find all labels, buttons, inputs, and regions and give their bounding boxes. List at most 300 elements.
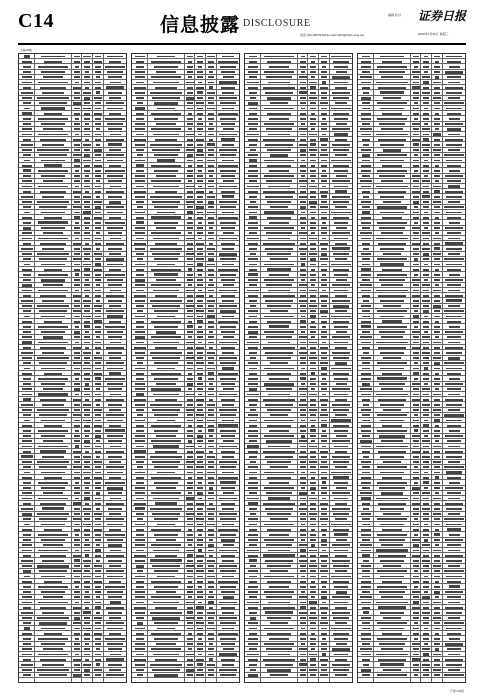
table-cell <box>95 154 101 156</box>
table-cell <box>74 404 80 406</box>
table-cell <box>154 326 179 328</box>
table-cell <box>321 633 326 635</box>
table-cell <box>74 56 81 58</box>
table-cell <box>106 414 124 416</box>
table-cell <box>435 388 440 390</box>
table-cell <box>74 513 79 515</box>
table-cell <box>379 71 405 73</box>
table-cell <box>248 191 258 193</box>
table-cell <box>412 191 420 193</box>
table-cell <box>423 102 428 104</box>
table-cell <box>96 144 101 146</box>
table-cell <box>362 362 371 364</box>
table-cell <box>320 659 327 661</box>
table-cell <box>95 591 100 593</box>
table-cell <box>424 524 428 526</box>
table-cell <box>310 352 315 354</box>
table-cell <box>209 331 213 333</box>
table-cell <box>300 118 306 120</box>
table-cell <box>335 347 347 349</box>
table-cell <box>209 243 214 245</box>
table-cell <box>433 201 441 203</box>
table-cell <box>335 466 348 468</box>
table-cell <box>448 513 461 515</box>
table-cell <box>73 191 80 193</box>
table-cell <box>263 659 295 661</box>
table-cell <box>196 154 204 156</box>
table-cell <box>135 232 144 234</box>
table-cell <box>95 503 101 505</box>
table-cell <box>434 482 441 484</box>
table-cell <box>85 87 90 89</box>
table-cell <box>335 622 348 624</box>
table-cell <box>362 243 370 245</box>
table-cell <box>84 82 90 84</box>
table-cell <box>39 674 67 676</box>
table-cell <box>376 186 408 188</box>
table-cell <box>413 513 418 515</box>
table-cell <box>310 243 316 245</box>
table-cell <box>94 113 102 115</box>
table-cell <box>300 377 306 380</box>
table-cell <box>23 674 31 676</box>
table-cell <box>151 581 180 583</box>
table-cell <box>207 212 215 214</box>
table-cell <box>108 492 122 494</box>
table-cell <box>74 581 79 583</box>
table-cell <box>362 316 369 318</box>
table-cell <box>321 284 327 286</box>
table-cell <box>24 524 31 526</box>
table-cell <box>383 409 402 411</box>
table-cell <box>423 347 428 349</box>
table-cell <box>198 654 203 656</box>
table-cell <box>134 503 145 505</box>
table-cell <box>310 420 315 422</box>
table-cell <box>299 248 307 250</box>
table-cell <box>157 576 176 578</box>
table-cell <box>94 373 102 375</box>
table-cell <box>266 128 292 130</box>
table-cell <box>152 617 180 620</box>
table-cell <box>109 113 122 115</box>
table-cell <box>270 362 289 364</box>
table-cell <box>95 123 100 125</box>
table-cell <box>433 97 441 99</box>
table-cell <box>188 232 193 234</box>
table-cell <box>332 440 349 442</box>
table-cell <box>362 258 371 260</box>
table-cell <box>37 97 69 99</box>
table-cell <box>412 643 419 645</box>
table-cell <box>301 108 305 110</box>
table-cell <box>135 487 146 489</box>
table-cell <box>197 529 202 531</box>
table-cell <box>422 544 429 546</box>
table-cell <box>270 310 289 312</box>
table-cell <box>267 373 292 375</box>
table-cell <box>382 217 402 219</box>
table-cell <box>332 76 349 79</box>
table-cell <box>248 118 259 120</box>
table-cell <box>363 611 370 614</box>
table-cell <box>209 555 214 557</box>
table-cell <box>219 290 236 292</box>
table-cell <box>23 102 31 104</box>
table-cell <box>382 633 402 635</box>
table-cell <box>83 560 90 562</box>
table-cell <box>322 378 326 380</box>
table-cell <box>197 560 203 562</box>
table-cell <box>219 446 236 448</box>
table-cell <box>95 549 102 552</box>
table-cell <box>321 628 328 630</box>
table-cell <box>186 253 194 255</box>
table-cell <box>321 612 327 614</box>
table-cell <box>333 201 349 203</box>
table-cell <box>362 331 370 333</box>
table-cell <box>361 66 370 68</box>
table-cell <box>434 87 440 89</box>
table-cell <box>413 529 419 531</box>
table-cell <box>107 264 123 266</box>
table-cell <box>37 565 69 568</box>
table-cell <box>21 196 32 198</box>
table-cell <box>220 362 236 364</box>
table-cell <box>333 357 349 359</box>
table-cell <box>153 342 179 344</box>
table-cell <box>268 497 290 500</box>
table-cell <box>424 108 428 110</box>
table-cell <box>249 508 257 510</box>
table-cell <box>157 472 176 474</box>
table-cell <box>22 617 32 619</box>
table-cell <box>219 342 236 344</box>
table-cell <box>265 508 293 510</box>
table-cell <box>22 446 31 448</box>
table-cell <box>300 638 306 640</box>
table-cell <box>95 435 100 438</box>
table-cell <box>187 154 194 157</box>
table-cell <box>84 325 89 328</box>
table-cell <box>363 404 370 406</box>
table-cell <box>84 76 91 78</box>
table-cell <box>74 201 79 203</box>
table-cell <box>333 97 349 99</box>
table-cell <box>186 461 194 463</box>
table-cell <box>156 331 176 334</box>
table-cell <box>94 477 102 479</box>
table-cell <box>413 581 419 583</box>
table-cell <box>321 175 328 177</box>
table-cell <box>248 175 257 177</box>
table-cell <box>187 118 194 120</box>
table-cell <box>187 399 193 401</box>
table-cell <box>268 654 290 656</box>
table-cell <box>247 498 258 500</box>
table-cell <box>95 274 102 276</box>
table-cell <box>335 139 347 141</box>
table-cell <box>136 170 143 172</box>
table-cell <box>449 274 460 276</box>
table-cell <box>423 222 429 224</box>
table-cell <box>74 123 81 125</box>
table-cell <box>95 186 102 188</box>
table-cell <box>39 206 67 208</box>
table-cell <box>41 279 66 282</box>
table-cell <box>379 175 405 177</box>
table-cell <box>96 612 101 614</box>
table-cell <box>110 342 121 344</box>
table-cell <box>207 56 215 58</box>
table-cell <box>336 279 347 281</box>
table-cell <box>435 476 439 479</box>
table-cell <box>248 154 258 156</box>
table-cell <box>208 648 215 650</box>
table-cell <box>23 243 31 245</box>
table-cell <box>83 264 91 266</box>
table-cell <box>249 336 257 338</box>
table-cell <box>334 290 349 292</box>
table-cell <box>137 674 144 676</box>
table-cell <box>435 596 440 598</box>
table-cell <box>94 581 102 583</box>
table-cell <box>362 435 370 437</box>
table-cell <box>39 362 67 364</box>
table-cell <box>321 300 327 302</box>
table-cell <box>22 232 33 234</box>
table-cell <box>310 118 317 120</box>
table-cell <box>309 134 316 136</box>
table-cell <box>136 253 144 255</box>
table-cell <box>22 669 32 671</box>
table-cell <box>300 87 305 89</box>
table-cell <box>379 383 405 385</box>
table-cell <box>41 591 66 593</box>
table-cell <box>361 497 371 500</box>
table-cell <box>335 518 348 520</box>
table-cell <box>422 180 429 182</box>
table-cell <box>362 310 371 312</box>
table-cell <box>22 217 32 219</box>
table-cell <box>447 492 462 494</box>
table-cell <box>321 596 327 599</box>
table-cell <box>413 601 418 604</box>
table-cell <box>73 206 81 208</box>
table-cell <box>207 143 214 146</box>
table-cell <box>334 498 349 500</box>
table-cell <box>264 472 293 474</box>
table-cell <box>361 482 370 484</box>
table-cell <box>83 576 91 578</box>
table-cell <box>37 669 69 671</box>
table-cell <box>105 222 124 224</box>
table-cell <box>220 170 236 172</box>
table-cell <box>301 279 306 281</box>
table-cell <box>221 487 235 489</box>
table-cell <box>433 565 441 567</box>
table-cell <box>74 227 81 229</box>
table-cell <box>331 108 350 110</box>
table-cell <box>84 617 90 619</box>
table-cell <box>422 144 430 146</box>
table-cell <box>107 123 123 125</box>
table-cell <box>135 284 144 286</box>
table-cell <box>449 378 460 380</box>
table-cell <box>448 565 461 567</box>
table-cell <box>151 128 182 130</box>
table-cell <box>321 331 328 333</box>
table-cell <box>300 274 306 276</box>
table-cell <box>22 76 33 78</box>
table-cell <box>83 144 90 146</box>
table-cell <box>422 648 429 650</box>
table-cell <box>413 409 418 411</box>
table-cell <box>332 92 350 94</box>
table-cell <box>445 591 462 593</box>
table-cell <box>309 201 317 204</box>
table-cell <box>414 362 418 364</box>
table-cell <box>40 243 66 245</box>
table-cell <box>249 321 256 323</box>
table-cell <box>218 529 237 531</box>
table-cell <box>445 399 463 401</box>
table-cell <box>435 544 440 546</box>
table-cell <box>152 669 180 671</box>
table-cell <box>23 71 30 73</box>
table-cell <box>299 388 306 390</box>
table-cell <box>135 596 144 598</box>
table-cell <box>249 269 256 271</box>
table-cell <box>157 524 176 526</box>
table-cell <box>321 321 326 323</box>
table-cell <box>448 409 461 411</box>
table-cell <box>187 420 192 422</box>
table-cell <box>219 461 237 463</box>
table-cell <box>311 425 315 427</box>
table-cell <box>247 550 258 552</box>
table-cell <box>135 196 145 198</box>
table-cell <box>219 565 237 567</box>
table-cell <box>361 238 371 240</box>
table-cell <box>154 430 179 432</box>
table-cell <box>187 300 192 302</box>
table-cell <box>376 290 408 292</box>
table-cell <box>152 201 180 203</box>
table-cell <box>336 227 347 229</box>
table-cell <box>264 331 295 333</box>
table-cell <box>444 518 463 520</box>
table-cell <box>108 596 122 598</box>
table-cell <box>423 565 430 567</box>
table-cell <box>335 399 347 401</box>
table-cell <box>96 508 101 510</box>
table-cell <box>362 518 371 520</box>
table-cell <box>198 290 203 292</box>
table-cell <box>74 383 81 385</box>
table-cell <box>434 102 441 104</box>
table-cell <box>219 602 236 604</box>
table-cell <box>336 331 347 333</box>
table-cell <box>95 362 101 364</box>
table-cell <box>108 404 123 406</box>
table-cell <box>23 435 30 437</box>
table-cell <box>446 471 462 474</box>
table-cell <box>22 394 31 396</box>
table-cell <box>321 92 327 94</box>
table-cell <box>423 414 428 416</box>
table-cell <box>377 258 406 260</box>
table-cell <box>334 482 348 484</box>
table-cell <box>362 487 370 489</box>
table-cell <box>311 544 316 547</box>
table-cell <box>321 71 328 73</box>
table-cell <box>106 258 124 261</box>
table-cell <box>424 487 429 489</box>
table-cell <box>448 134 460 136</box>
table-cell <box>334 378 348 380</box>
table-cell <box>197 565 202 567</box>
table-cell <box>220 586 236 588</box>
table-cell <box>188 321 192 323</box>
table-cell <box>43 128 63 130</box>
table-cell <box>263 503 295 505</box>
table-cell <box>423 134 429 136</box>
table-cell <box>74 492 80 494</box>
table-cell <box>74 321 79 323</box>
table-cell <box>377 274 408 276</box>
table-cell <box>187 264 192 266</box>
table-cell <box>74 559 80 562</box>
table-cell <box>135 279 146 282</box>
table-cell <box>321 524 328 526</box>
table-cell <box>157 212 176 214</box>
disclosure-table-column <box>357 53 466 683</box>
table-cell <box>109 357 121 359</box>
table-cell <box>423 269 430 271</box>
table-cell <box>136 550 144 552</box>
table-cell <box>188 268 192 271</box>
table-cell <box>207 248 214 250</box>
table-cell <box>73 258 81 260</box>
table-cell <box>135 648 144 650</box>
table-cell <box>187 274 194 276</box>
table-cell <box>95 295 101 297</box>
table-cell <box>197 663 203 666</box>
table-cell <box>155 451 177 453</box>
table-cell <box>208 586 213 588</box>
table-cell <box>248 378 259 380</box>
table-cell <box>321 212 328 214</box>
table-cell <box>96 352 101 354</box>
table-cell <box>41 160 64 162</box>
table-cell <box>150 92 182 94</box>
table-cell <box>363 196 370 198</box>
table-cell <box>300 606 305 609</box>
table-cell <box>73 310 81 312</box>
table-cell <box>197 425 202 427</box>
table-cell <box>157 628 176 630</box>
table-cell <box>336 123 347 125</box>
table-cell <box>434 206 441 208</box>
table-cell <box>188 76 193 78</box>
table-cell <box>434 247 439 250</box>
table-cell <box>414 66 419 68</box>
table-cell <box>73 674 81 677</box>
table-cell <box>424 331 429 333</box>
table-cell <box>187 430 194 432</box>
table-cell <box>21 612 32 614</box>
